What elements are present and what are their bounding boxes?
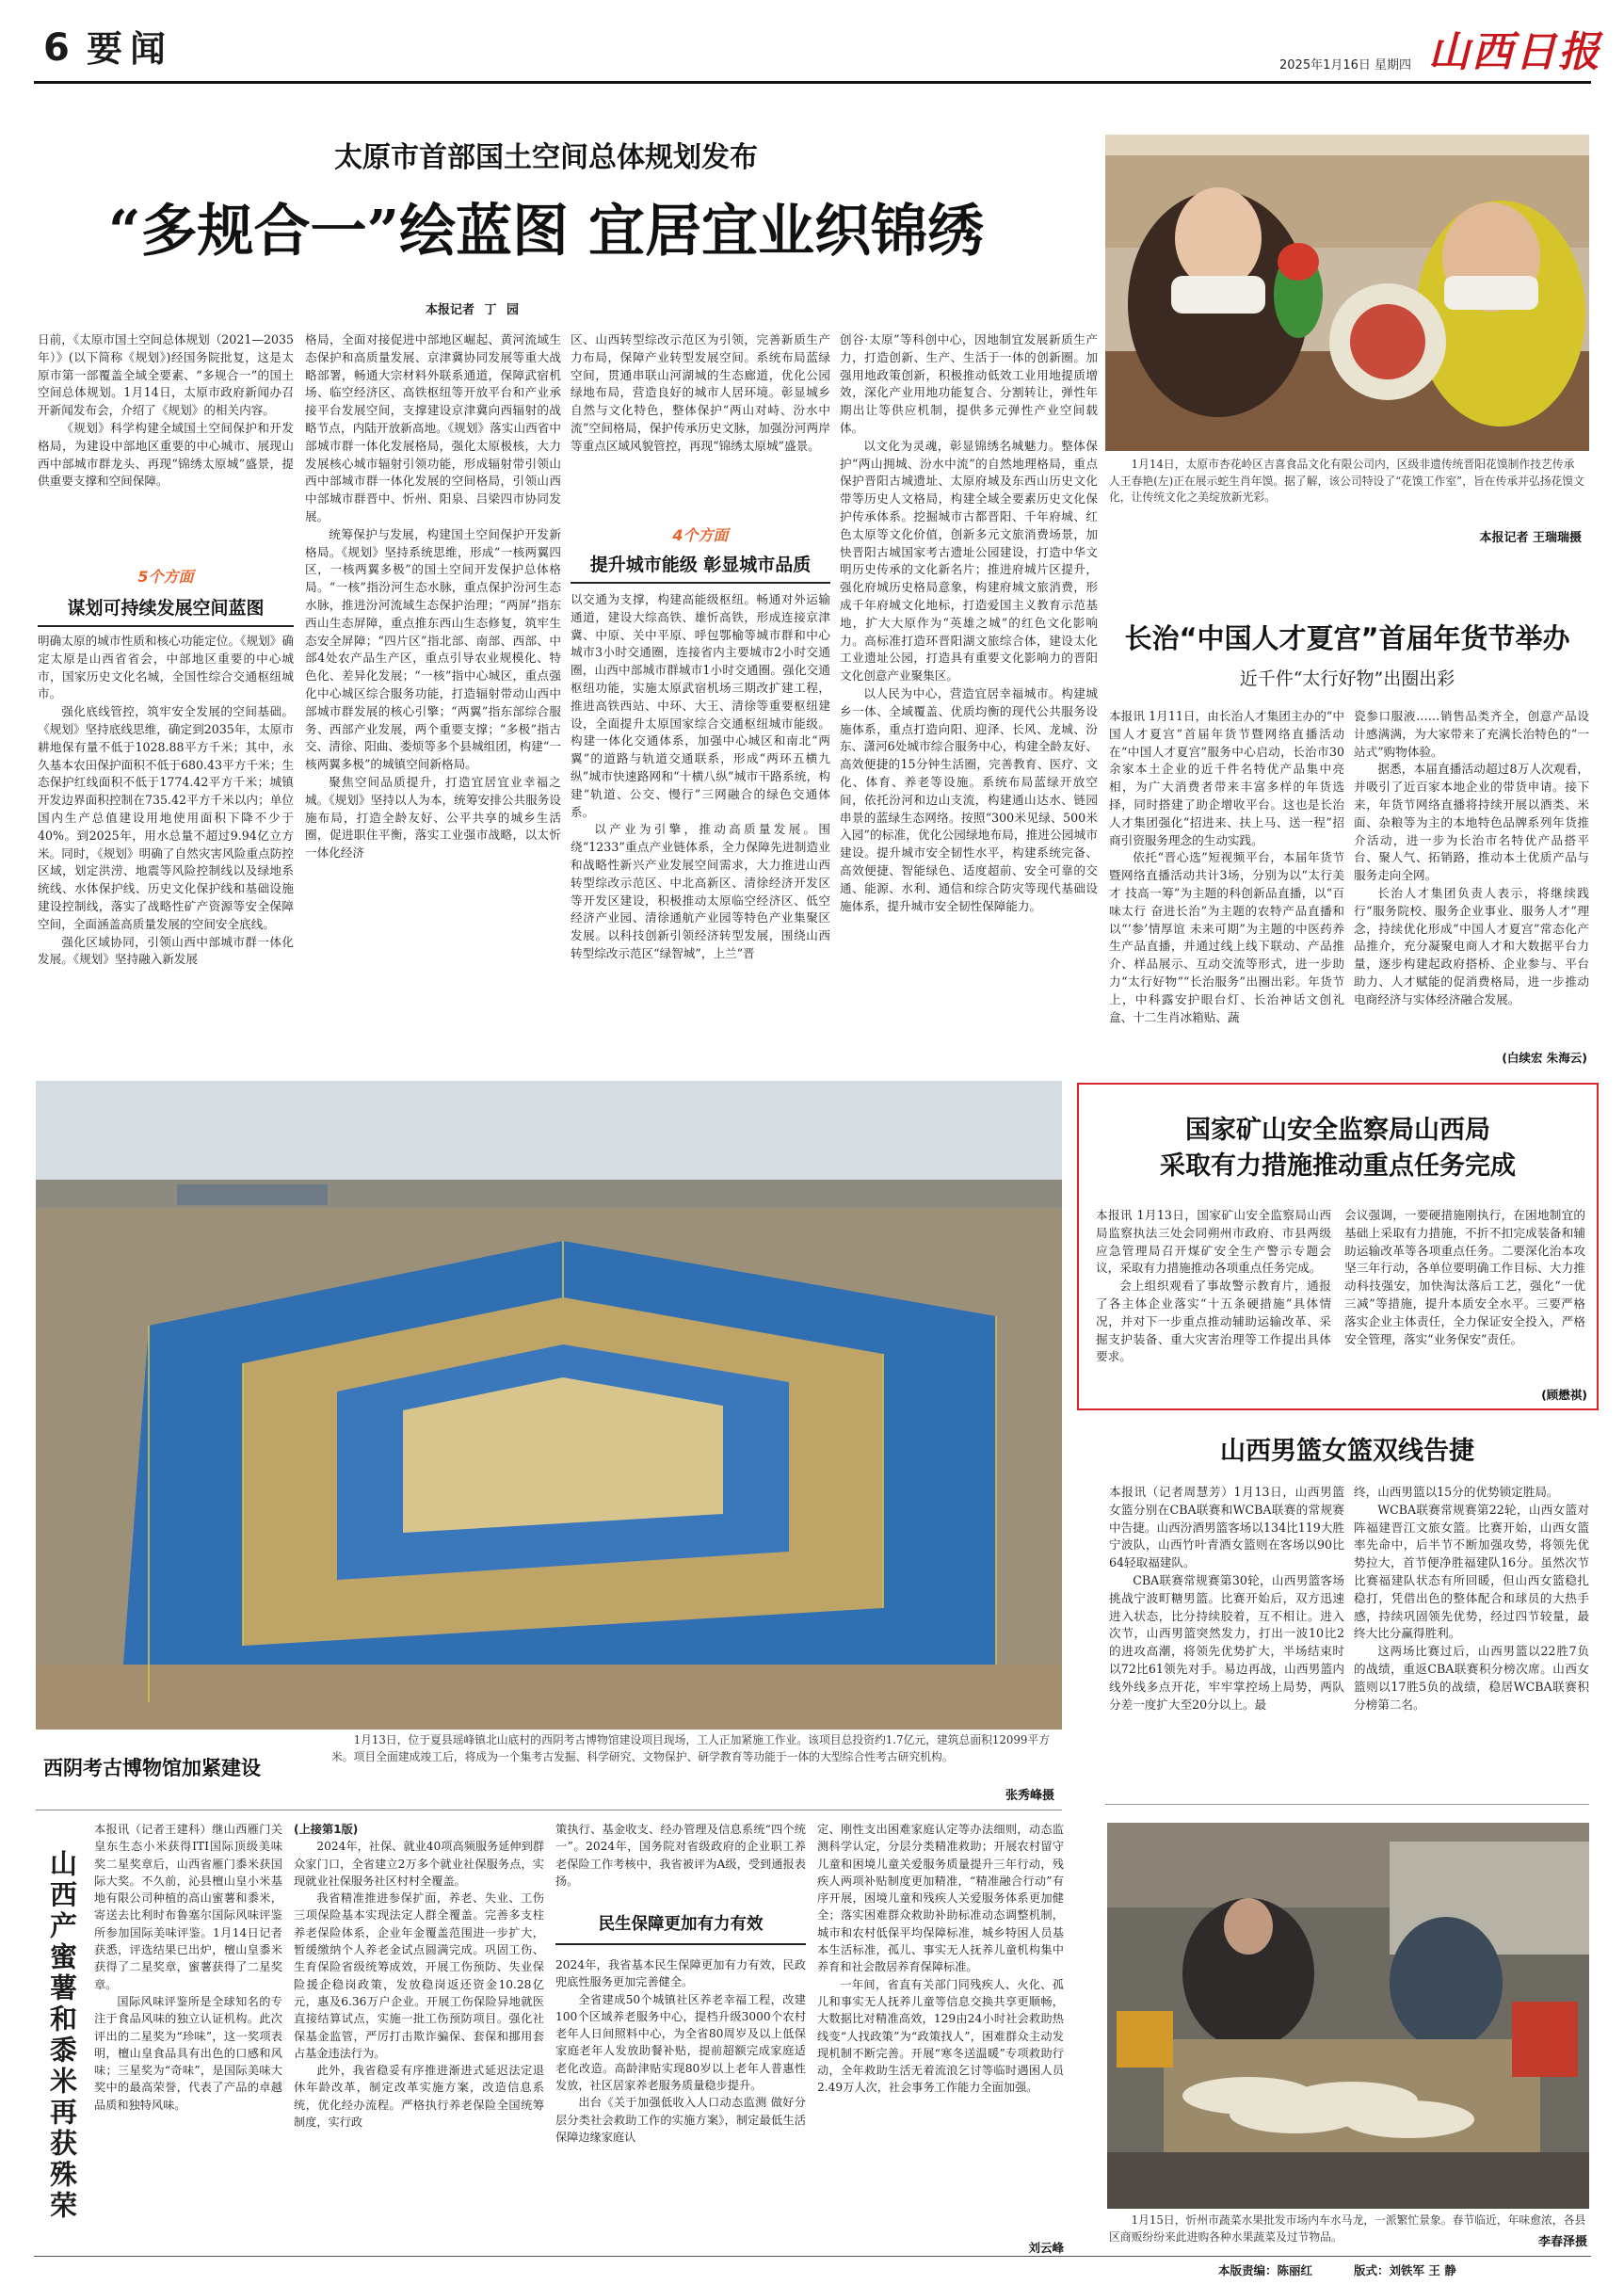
lead-paragraph: 以产业为引擎，推动高质量发展。围绕“1233”重点产业链体系，全力保障先进制造业和战略性新兴产业发展空间需求，大力推进山西转型综改示范区、中北高新区、清徐经济开发区等开发区建设，积极推动太原临空经济区、低空经济产业园、清徐通航产业园等特色产业集聚区发展。以科技创新引领经济转型发展，围绕山西转型综改示范区“绿智城”，上兰“晋 [571, 822, 830, 960]
photo-flower-buns-credit: 本报记者 王瑞瑞摄 [1479, 531, 1582, 545]
side1-header [38, 565, 294, 621]
basketball-paragraph: 这两场比赛过后，山西男篮以22胜7负的战绩，重返CBA联赛积分榜次席。山西女篮则以17胜5负的战绩，稳居WCBA联赛积分榜第二名。 [1354, 1644, 1589, 1712]
photo-flower-buns [1105, 135, 1589, 451]
millet-vertical-title [43, 1849, 85, 2254]
basketball-paragraph: 终，山西男篮以15分的优势锁定胜局。 [1354, 1485, 1559, 1499]
lead-col3-bottom [571, 591, 830, 1041]
social-paragraph: 2024年，社保、就业40项高频服务延伸到群众家门口，全省建立2万多个就业社保服务点，实现就业社保服务社区村村全覆盖。 [294, 1840, 544, 1888]
lead-paragraph: 《规划》科学构建全域国土空间保护和开发格局，为建设中部地区重要的中心城市、展现山西中部城市群龙头、再现“锦绣太原城”盛景，提供重要支撑和空间保障。 [38, 420, 294, 489]
lead-paragraph: 明确太原的城市性质和核心功能定位。《规划》确定太原是山西省省会，中部地区重要的中心城市，国家历史文化名城，全国性综合交通枢纽城市。 [38, 634, 294, 701]
social-col2-bottom [555, 1956, 806, 2256]
lead-paragraph: 格局，全面对接促进中部地区崛起、黄河流域生态保护和高质量发展、京津冀协同发展等重大战略部署，畅通大宗材料外联系通道，保障武宿机场、临空经济区、高铁枢纽等开放平台和产业承接平台发展空间，支撑建设京津冀向西辐射的战略节点，内陆开放新高地。《规划》落实山西省中部城市群一体化发展格局，强化太原极核，大力发展核心城市辐射引领功能，形成辐射带引领山西中部城市群一体化发展的空间格局，引领山西中部城市群晋中、忻州、阳泉、吕梁四市协同发展。 [305, 332, 561, 523]
millet-paragraph: 国际风味评鉴所是全球知名的专注于食品风味的独立认证机构。此次评出的二星奖为“珍味”，这一奖项表明，檀山皇食品具有出色的口感和风味；三星奖为“奇味”，是国际美味大奖中的最高荣誉，代表了产品的卓越品质和独特风味。 [94, 1994, 282, 2112]
changzhi-col2 [1354, 708, 1589, 1047]
museum-construction-image [36, 1081, 1062, 1730]
lead-paragraph: 聚焦空间品质提升，打造宜居宜业幸福之城。《规划》坚持以人为本，统筹安排公共服务设施布局，打造全龄友好、公平共享的城乡生活圈，促进职住平衡，落实工业强市战略，以太忻一体化经济 [305, 774, 561, 861]
mine-author: (顾懋祺) [1541, 1388, 1587, 1402]
changzhi-subtitle: 近千件“太行好物”出圈出彩 [1239, 668, 1455, 689]
social-paragraph: 我省精准推进参保扩面，养老、失业、工伤三项保险基本实现法定人群全覆盖。完善多支柱养老保险体系，企业年金覆盖范围进一步扩大，暂缓缴纳个人养老金试点圆满完成。巩固工伤、生育保险省级统筹成效，开展工伤预防、失业保险援企稳岗政策，发放稳岗返还资金10.28亿元，惠及6.36万户企业。开展工伤保险异地就医直接结算试点，实施一批工伤预防项目。强化社保基金监管，严厉打击欺诈骗保、套保和挪用套占基金违法行为。 [294, 1891, 544, 2060]
lead-paragraph: 日前，《太原市国土空间总体规划（2021—2035年）》(以下简称《规划》)经国务院批复，这是太原市第一部覆盖全域全要素、“多规合一”的国土空间总体规划。1月14日，太原市政府新闻办召开新闻发布会，介绍了《规划》的相关内容。 [38, 332, 294, 418]
lead-col3-top [571, 331, 830, 508]
changzhi-paragraph: 依托“晋心选”短视频平台，本届年货节暨网络直播活动共计3场，分别为以“太行美才 技高一筹”为主题的科创新品直播，以“百味太行 奋进长治”为主题的农特产品直播和以“‘参’情厚谊 未来可期”为主题的中医药养生产品直播，并通过线上线下联动、产品推介、样品展示、互动交流等形式，进一步助力“太行好物”“长治服务”出圈出彩。年货节上，中科露安护眼台灯、长治神话文创礼盒、十二生肖冰箱贴、蔬 [1109, 850, 1344, 1024]
mine-paragraph: 本报讯 1月13日，国家矿山安全监察局山西局监察执法三处会同朔州市政府、市县两级应急管理局召开煤矿安全生产警示专题会议，采取有力措施推动各项重点任务完成。 [1096, 1208, 1331, 1276]
mine-title-line1: 国家矿山安全监察局山西局 [1185, 1116, 1490, 1145]
photo-vegetable-market-credit: 李春泽摄 [1537, 2235, 1587, 2249]
lead-paragraph: 以交通为支撑，构建高能级枢纽。畅通对外运输通道，建设大综高铁、雄忻高铁，形成连接京津冀、中原、关中平原、呼包鄂榆等城市群和中心城市3小时交通圈，连接省内主要城市2小时交通圈，山西中部城市群城市1小时交通圈。强化交通枢纽功能，实施太原武宿机场三期改扩建工程，推进高铁西站、中环、大王、清徐等重要枢纽建设，全面提升太原国家综合交通枢纽城市能级。构建一体化交通体系，加强中心城区和南北“两翼”的道路与轨道交通联系，形成“两环五横九纵”城市快速路网和“十横八纵”城市干路系统，构建“轨道、公交、慢行”三网融合的绿色交通体系。 [571, 592, 830, 819]
social-continued: (上接第1版) [294, 1823, 359, 1836]
footer-rule [34, 2256, 1591, 2257]
lead-paragraph: 强化区域协同，引领山西中部城市群一体化发展。《规划》坚持融入新发展 [38, 934, 294, 967]
basketball-paragraph: CBA联赛常规赛第30轮，山西男篮客场挑战宁波町糖男篮。比赛开始后，双方迅速进入状态，比分持续胶着，互不相让。进入次节，山西男篮突然发力，打出一波10比2的进攻高潮，将领先优势扩大，半场结束时以72比61领先对手。易边再战，山西男篮内线外线多点开花，牢牢掌控场上局势，两队分差一度扩大至20分以上。最 [1109, 1572, 1344, 1712]
footer-editor: 本版责编：陈丽红 [1218, 2263, 1313, 2277]
millet-title: 山西产蜜薯和黍米再获殊荣 [46, 1849, 78, 2222]
side2-header [571, 523, 830, 580]
basketball-col1 [1109, 1484, 1344, 1800]
social-subhead: 民生保障更加有力有效 [598, 1915, 764, 1934]
basketball-paragraph: 本报讯（记者周慧芳）1月13日，山西男篮女篮分别在CBA联赛和WCBA联赛的常规赛中告捷。山西汾酒男篮客场以134比119大胜宁波队，山西竹叶青酒女篮则在客场以90比64轻取福建队。 [1109, 1485, 1344, 1570]
basketball-col2 [1354, 1484, 1589, 1800]
issue-date: 2025年1月16日 星期四 [1279, 58, 1412, 72]
social-paragraph: 此外，我省稳妥有序推进渐进式延迟法定退休年龄改革，制定改革实施方案，改造信息系统，优化经办流程。严格执行养老保险全国统筹制度，实行政 [294, 2064, 544, 2130]
lead-paragraph: 强化底线管控，筑牢安全发展的空间基础。《规划》坚持底线思维，确定到2035年，太原市耕地保有量不低于1028.88平方千米；其中，永久基本农田保护面积不低于680.43平方千米；生态保护红线面积不低于1774.42平方千米；城镇开发边界面积控制在735.42平方千米以内；单位国内生产总值建设用地使用面积下降不少于40%。到2025年，用水总量不超过9.94亿立方米。同时，《规划》明确了自然灾害风险重点防控区域，划定洪涝、地震等风险控制线以及绿地系统线、水体保护线、历史文化保护线和基础设施建设控制线，落实了战略性矿产资源等安全保障空间，全面涵盖高质量发展的空间安全底线。 [38, 704, 294, 931]
photo-flower-buns-caption: 1月14日，太原市杏花岭区吉喜食品文化有限公司内，区级非遗传统晋阳花馍制作技艺传承人王春艳(左)正在展示蛇生肖年馍。据了解，该公司特设了“花馍工作室”，旨在传承并弘扬花馍文化，让传统文化之美绽放新光彩。 [1109, 458, 1584, 504]
changzhi-paragraph: 长治人才集团负责人表示，将继续践行“服务院校、服务企业事业、服务人才”理念，持续优化形成“中国人才夏宫”常态化产品推介，充分凝聚电商人才和大数据平台力量，逐步构建起政府搭桥、企业参与、平台助力、人才赋能的促消费格局，进一步推动电商经济与实体经济融合发展。 [1354, 885, 1589, 1006]
lead-kicker: 太原市首部国土空间总体规划发布 [334, 141, 758, 174]
side1-title: 谋划可持续发展空间蓝图 [67, 598, 265, 619]
lead-col2 [305, 331, 561, 1041]
mine-paragraph: 会议强调，一要硬措施刚执行，在困地制宜的基础上采取有力措施，不折不扣完成装备和辅助运输改革等各项重点任务。二要深化治本攻坚三年行动，各单位要明确工作目标、大力推动科技强安，加快淘汰落后工艺，强化“一优三减”等措施，提升本质安全水平。三要严格落实企业主体责任，全力保证安全投入，严格安全管理，落实“业务保安”责任。 [1344, 1208, 1585, 1346]
lead-paragraph: 以人民为中心，营造宜居幸福城市。构建城乡一体、全域覆盖、优质均衡的现代公共服务设施体系，重点打造向阳、迎泽、长风、龙城、汾东、潇河6处城市综合服务中心，构建全龄友好、高效便捷的15分钟生活圈，完善教育、医疗、文化、体育、养老等设施。系统布局蓝绿开放空间，依托汾河和边山支流，构建通山达水、链园串景的蓝绿生态网络。按照“300米见绿、500米入园”的标准，优化公园绿地布局，推进公园城市建设。提升城市安全韧性水平，构建系统完备、高效便捷、智能绿色、适度超前、安全可靠的交通、能源、水利、通信和综合防灾等现代基础设施体系，提升城市安全韧性保障能力。 [840, 685, 1098, 913]
footer-design: 版式：刘铁军 王 静 [1354, 2263, 1456, 2277]
changzhi-title: 长治“中国人才夏宫”首届年货节举办 [1124, 622, 1570, 654]
museum-caption-title: 西阴考古博物馆加紧建设 [43, 1757, 261, 1779]
millet-paragraph: 本报讯（记者王建科）继山西雁门关皇东生态小米获得ITI国际顶级美味奖二星奖章后，山西省雁门黍米获国际大奖。不久前，沁县檀山皇小米基地有限公司种植的高山蜜薯和黍米，寄送去比利时布鲁塞尔国际风味评鉴所参加国际美味评鉴。1月14日记者获悉，评选结果已出炉，檀山皇黍米获得了二星奖章，蜜薯获得了二星奖章。 [94, 1823, 282, 1991]
social-subhead-box [555, 1911, 806, 1945]
page-number: 6 [43, 26, 70, 70]
newspaper-logo: 山西日报 [1428, 28, 1601, 76]
vegetable-market-image [1107, 1823, 1589, 2209]
mine-title-line2: 采取有力措施推动重点任务完成 [1160, 1151, 1516, 1181]
basketball-paragraph: WCBA联赛常规赛第22轮，山西女篮对阵福建晋江文旅女篮。比赛开始，山西女篮率先命中，后半节不断加强攻势，将领先优势拉大，首节便净胜福建队16分。虽然次节比赛福建队状态有所回暖，但山西女篮稳扎稳打，凭借出色的整体配合和球员的大热手感，持续巩固领先优势，经过四节较量，最终大比分赢得胜利。 [1354, 1502, 1589, 1641]
mine-paragraph: 会上组织观看了事故警示教育片，通报了各主体企业落实“十五条硬措施”具体情况，并对下一步重点推动辅助运输改革、采掘支护装备、重大灾害治理等工作提出具体要求。 [1096, 1279, 1331, 1364]
lead-title: “多规合一”绘蓝图 宜居宜业织锦绣 [108, 199, 984, 265]
photo-museum-construction [36, 1081, 1062, 1730]
social-col1 [294, 1821, 544, 2256]
social-paragraph: 出台《关于加强低收入人口动态监测 做好分层分类社会救助工作的实施方案》，制定最低生活保障边缘家庭认 [555, 2096, 806, 2144]
lead-paragraph: 以文化为灵魂，彰显锦绣名城魅力。整体保护“两山拥城、汾水中流”的自然地理格局，重点保护晋阳古城遗址、太原府城及东西山历史文化带等历史人文格局，构建全域全要素历史文化保护传承体系。挖掘城市古都晋阳、千年府城、红色太原等文化价值，创新多元文旅消费场景，加快晋阳古城国家考古遗址公园建设，打造中华文明历史传承的文化新名片；推进府城片区提升，强化府城历史格局意象，构建府城文旅消费，形成千年府城文化地标，打造爱国主义教育示范基地，扩大大原作为“英雄之城”的红色文化影响力。高标准打造环晋阳湖文旅综合体，建设太化工业遗址公园，打造具有重要文化影响力的晋阳文化创意产业聚集区。 [840, 438, 1098, 684]
side2-badge: 4个方面 [672, 526, 729, 544]
social-paragraph: 一年间，省直有关部门同残疾人、火化、孤儿和事实无人抚养儿童等信息交换共享更顺畅，大数据比对精准高效，129由24小时社会救助热线变“人找政策”为“政策找人”，困难群众主动发现机制不断完善。开展“寒冬送温暖”专项救助行动，全年救助生活无着流浪乞讨等临时遇困人员2.49万人次，社会事务工作能力全面加强。 [817, 1977, 1064, 2095]
museum-credit: 张秀峰摄 [1005, 1789, 1054, 1803]
social-paragraph: 全省建成50个城镇社区养老幸福工程，改建100个区域养老服务中心，提档升级3000个农村老年人日间照料中心，为全省80周岁及以上低保家庭老年人发放助餐补贴，提前超额完成家庭适老化改造。高龄津贴实现80岁以上老年人普惠性发放，社区居家养老服务质量稳步提升。 [555, 1992, 806, 2093]
lead-byline: 本报记者 丁 园 [426, 303, 520, 317]
side2-rule [571, 582, 830, 584]
side2-title: 提升城市能级 彰显城市品质 [589, 555, 812, 575]
changzhi-author: (白续宏 朱海云) [1502, 1051, 1587, 1065]
lead-paragraph: 统筹保护与发展，构建国土空间保护开发新格局。《规划》坚持系统思维，形成“一核两翼四区，一核两翼多极”的国土空间开发保护总体格局。“一核”指汾河生态水脉，重点保护汾河生态水脉，推进汾河流域生态保护治理；“两屏”指东西山生态屏障，重点推东西山生态修复，筑牢生态安全屏障；“四片区”指北部、南部、西部、中部4处农产品生产区，重点引导农业规模化、特色化、差异化发展；“一核”指中心城区，重点强化中心城区综合服务功能，打造辐射带动山西中部城市群发展的核心引擎；“两翼”指东部综合服务、西部产业发展，两个重要支撑；“多极”指古交、清徐、阳曲、娄烦等多个县城组团，构建“一核两翼多极”的城镇空间新格局。 [305, 526, 561, 772]
lead-col1-top [38, 331, 294, 550]
mine-col1 [1096, 1207, 1331, 1405]
millet-text [94, 1821, 282, 2256]
lead-paragraph: 创谷·太原”等科创中心，因地制宜发展新质生产力，打造创新、生产、生活于一体的创新圈。加强用地政策创新，积极推动低效工业用地提质增效，深化产业用地功能复合、分割转让，弹性年期出让等供应机制，提供多元弹性产业空间载体。 [840, 332, 1098, 435]
masthead-rule [34, 81, 1591, 84]
flower-buns-image [1105, 135, 1589, 451]
social-author: 刘云峰 [1028, 2241, 1064, 2255]
social-paragraph: 定、刚性支出困难家庭认定等办法细则，动态监测科学认定，分层分类精准救助；开展农村留守儿童和困境儿童关爱服务质量提升三年行动，残疾人两项补贴制度更加精准，“精准融合行动”有序开展，困境儿童和残疾人关爱服务体系更加健全；落实困难群众救助补助标准动态调整机制，城市和农村低保平均保障标准，城乡特困人员基本生活标准，孤儿、事实无人抚养儿童机构集中养育和社会散居养育保障标准。 [817, 1823, 1064, 1974]
museum-caption: 1月13日，位于夏县瑶峰镇北山底村的西阴考古博物馆建设项目现场，工人正加紧施工作业。该项目总投资约1.7亿元，建筑总面积12099平方米。项目全面建成竣工后，将成为一个集考古发掘、科学研究、文物保护、研学教育等功能于一体的大型综合性考古研究机构。 [331, 1733, 1051, 1763]
section-name: 要闻 [87, 27, 174, 70]
basketball-rule [1105, 1804, 1589, 1805]
changzhi-col1 [1109, 708, 1344, 1064]
social-col2-top [555, 1821, 806, 1900]
changzhi-paragraph: 据悉，本届直播活动超过8万人次观看，并吸引了近百家本地企业的带货申请。接下来，年货节网络直播将持续开展以酒类、米面、杂粮等为主的本地特色品牌系列年货推介活动，进一步为长治市名特优产品搭平台、聚人气、拓销路，推动本土优质产品与服务走向全网。 [1354, 762, 1589, 883]
lead-col4 [840, 331, 1098, 1041]
social-paragraph: 策执行、基金收支、经办管理及信息系统“四个统一”。2024年，国务院对省级政府的企业职工养老保险工作考核中，我省被评为A级，受到通报表扬。 [555, 1823, 806, 1888]
social-col3 [817, 1821, 1064, 2239]
side1-rule [38, 625, 294, 627]
photo-vegetable-market [1107, 1823, 1589, 2209]
lead-col1-bottom [38, 633, 294, 1041]
basketball-title: 山西男篮女篮双线告捷 [1220, 1437, 1474, 1466]
changzhi-paragraph: 瓷参口服液……销售品类齐全，创意产品设计感满满，为大家带来了充满长治特色的“一站式”购物体验。 [1354, 709, 1589, 759]
mine-col2 [1344, 1207, 1585, 1388]
side1-badge: 5个方面 [137, 568, 194, 586]
lead-paragraph: 区、山西转型综改示范区为引领，完善新质生产力布局，保障产业转型发展空间。系统布局蓝绿空间，贯通串联山河湖城的生态廊道，优化公园绿地布局，营造良好的城市人居环境。彰显城乡自然与文化特色，整体保护“两山对峙、汾水中流”空间格局，保护传承历史文脉，加强汾河两岸等重点区域风貌管控，再现“锦绣太原城”盛景。 [571, 332, 830, 453]
photo-vegetable-market-caption: 1月15日，忻州市蔬菜水果批发市场内车水马龙，一派繁忙景象。春节临近，年味愈浓，各县区商贩纷纷来此进购各种水果蔬菜及过节物品。 [1109, 2213, 1586, 2244]
changzhi-paragraph: 本报讯 1月11日，由长治人才集团主办的“中国人才夏宫”首届年货节暨网络直播活动在“中国人才夏宫”服务中心启动，长治市30余家本土企业的近千件名特优产品集中亮相，为广大消费者带来丰富多样的年货选择，同时搭建了助企增收平台。这也是长治人才集团强化“招进来、扶上马、送一程”招商引资服务理念的生动实践。 [1109, 709, 1344, 847]
social-paragraph: 2024年，我省基本民生保障更加有力有效，民政兜底性服务更加完善健全。 [555, 1958, 806, 1989]
